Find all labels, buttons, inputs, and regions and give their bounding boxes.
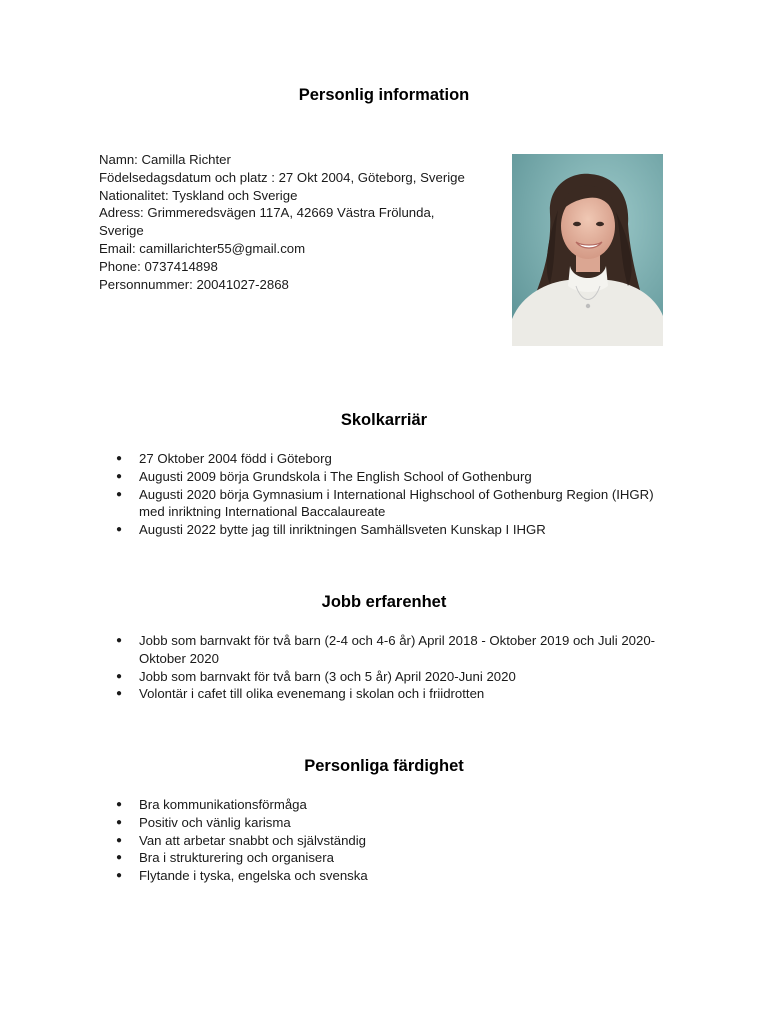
list-item-text: Augusti 2020 börja Gymnasium i International Highschool of Gothenburg Region (IHGR) med inriktning International Baccalaureate (139, 486, 654, 520)
jobs-list (116, 632, 669, 703)
bullet-icon: ● (116, 488, 123, 500)
list-item (116, 450, 679, 468)
list-item-text: Bra kommunikationsförmåga (139, 797, 307, 812)
bullet-icon: ● (116, 870, 123, 882)
list-item (116, 867, 679, 885)
skills-heading: Personliga färdighet (304, 757, 464, 775)
list-item-text: Augusti 2009 börja Grundskola i The English School of Gothenburg (139, 468, 532, 484)
list-item-text: Bra i strukturering och organisera (139, 850, 334, 866)
personal-info-block (99, 151, 499, 293)
info-nationality: Nationalitet: Tyskland och Sverige (99, 187, 298, 203)
bullet-icon: ● (116, 852, 123, 864)
bullet-icon: ● (116, 816, 123, 828)
list-item (116, 849, 679, 867)
bullet-icon: ● (116, 799, 123, 810)
list-item (116, 521, 679, 539)
profile-photo (512, 154, 663, 346)
bullet-icon: ● (116, 670, 123, 682)
list-item-text: Van att arbetar snabbt och självständig (139, 832, 367, 848)
info-address: Adress: Grimmeredsvägen 117A, 42669 Västra Frölunda, Sverige (99, 205, 435, 239)
info-name: Namn: Camilla Richter (99, 152, 231, 167)
school-heading: Skolkarriär (340, 411, 428, 429)
info-birth: Födelsedagsdatum och platz : 27 Okt 2004, Göteborg, Sverige (99, 169, 465, 185)
list-item-text: 27 Oktober 2004 född i Göteborg (139, 451, 332, 466)
bullet-icon: ● (116, 453, 123, 464)
bullet-icon: ● (116, 635, 123, 646)
list-item (116, 486, 679, 522)
bullet-icon: ● (116, 834, 123, 846)
list-item-text: Flytande i tyska, engelska och svenska (139, 868, 368, 884)
list-item (116, 632, 669, 668)
list-item-text: Augusti 2022 bytte jag till inriktningen Samhällsveten Kunskap I IHGR (139, 522, 546, 538)
bullet-icon: ● (116, 470, 123, 482)
info-email: Email: camillarichter55@gmail.com (99, 240, 306, 256)
profile-photo-illustration (512, 154, 663, 346)
bullet-icon: ● (116, 688, 123, 700)
list-item-text: Volontär i cafet till olika evenemang i skolan och i friidrotten (139, 686, 485, 702)
list-item (116, 832, 679, 850)
list-item (116, 796, 679, 814)
info-phone: Phone: 0737414898 (99, 258, 218, 274)
info-personnummer: Personnummer: 20041027-2868 (99, 276, 289, 292)
list-item (116, 685, 669, 703)
list-item (116, 468, 679, 486)
list-item-text: Positiv och vänlig karisma (139, 814, 291, 830)
bullet-icon: ● (116, 524, 123, 536)
list-item-text: Jobb som barnvakt för två barn (3 och 5 år) April 2020-Juni 2020 (139, 668, 516, 684)
list-item (116, 814, 679, 832)
personal-info-heading: Personlig information (298, 86, 470, 104)
list-item-text: Jobb som barnvakt för två barn (2-4 och 4-6 år) April 2018 - Oktober 2019 och Juli 2020-Oktober 2020 (139, 633, 656, 666)
skills-list (116, 796, 679, 885)
school-list (116, 450, 679, 539)
jobs-heading: Jobb erfarenhet (321, 593, 447, 611)
list-item (116, 668, 669, 686)
